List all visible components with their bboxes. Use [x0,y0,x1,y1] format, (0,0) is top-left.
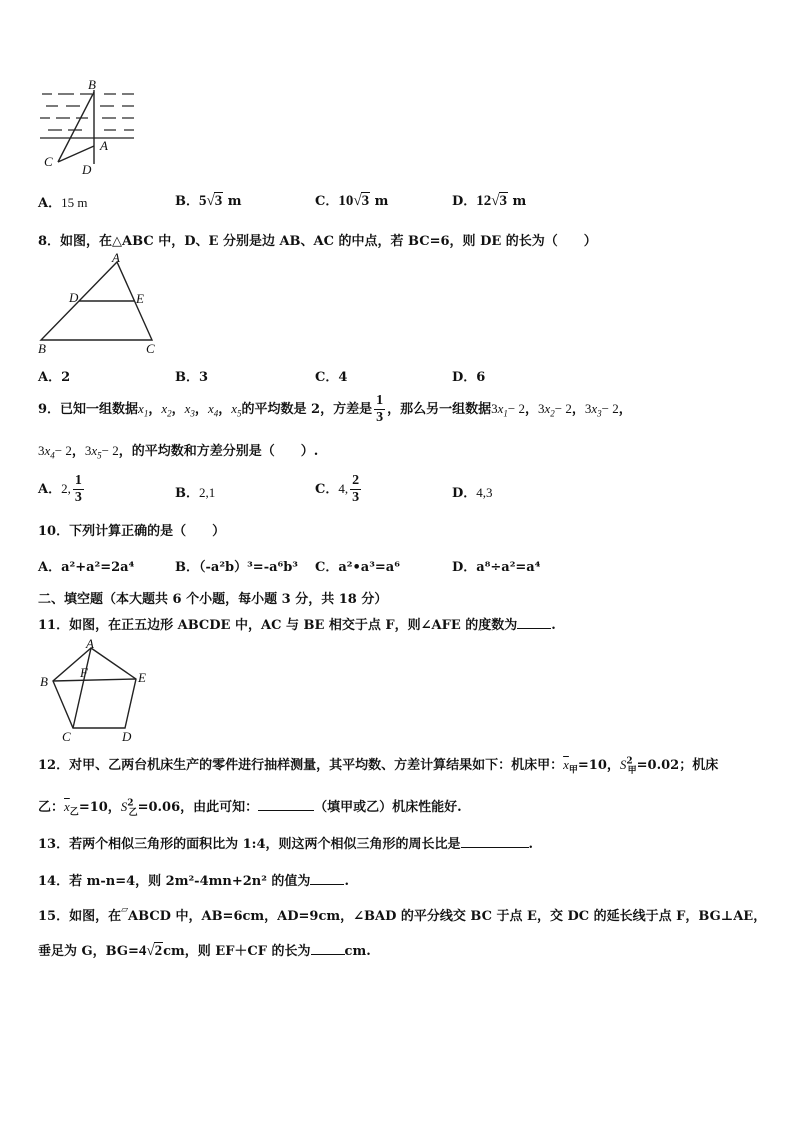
label-b: B [88,77,96,92]
q9-option-a: A．2, $\frac{1}{3}$ [38,473,82,505]
q8-option-b: B．3 [175,370,209,385]
label-c: C [146,341,155,356]
section-title: 二、填空题（本大题共 6 个小题，每小题 3 分，共 18 分） [38,592,388,607]
q8-option-c: C．4 [315,370,348,385]
q9-line2: $3x_4- 2$，$3x_5- 2$，的平均数和方差分别是（ ）. [38,443,319,461]
label-d: D [69,290,79,305]
pentagon-abcde [53,648,136,728]
diagonal-be [53,679,136,681]
water-lines [40,94,134,138]
q11-figure [36,636,154,744]
q10-stem: 10．下列计算正确的是（ ） [38,524,226,539]
q8-figure [36,252,158,356]
label-c: C [44,154,53,169]
label-e: E [138,670,146,685]
q15-line2: 垂足为 G，BG=4√2cm，则 EF＋CF 的长为 cm. [38,943,371,959]
q7-figure [36,78,146,178]
q10-option-a: A．a²+a²=2a⁴ [38,560,135,575]
q9-option-d: D．4,3 [452,485,493,501]
q12-line1: 12．对甲、乙两台机床生产的零件进行抽样测量，其平均数、方差计算结果如下：机床甲：$\overline{x}_甲=10$，$S^2_甲=0.02$；机床 [38,756,719,776]
label-d: D [122,729,132,744]
q7-option-d: D．12√3 m [452,193,527,209]
q12-answer-blank [258,798,314,811]
q11-stem: 11．如图，在正五边形 ABCDE 中，AC 与 BE 相交于点 F，则∠AFE 的度数为 . [38,618,556,633]
q8-stem: 8．如图，在△ABC 中，D、E 分别是边 AB、AC 的中点，若 BC=6，则 DE 的长为（ ） [38,234,597,249]
q15-line1: 15．如图，在▱ABCD 中，AB=6cm，AD=9cm，∠BAD 的平分线交 BC 于点 E，交 DC 的延长线于点 F，BG⊥AE， [38,905,767,924]
q10-option-c: C．a²•a³=a⁶ [315,560,400,575]
q11-answer-blank [517,616,551,629]
rope-line [58,92,94,162]
label-a: A [112,250,120,265]
q12-line2: 乙：$\overline{x}_乙=10$，$S^2_乙=0.06$，由此可知： （填甲或乙）机床性能好. [38,798,462,818]
q10-option-b: B．（-a²b）³=-a⁶b³ [175,560,298,575]
q7-option-a: A．15 m [38,195,88,211]
label-c: C [62,729,71,744]
variance-fraction: $\frac{1}{3}$ [376,393,384,425]
q13-answer-blank [461,835,529,848]
q8-option-d: D．6 [452,370,486,385]
q15-answer-blank [311,942,345,955]
q9-line1: 9．已知一组数据$x_1$，$x_2$，$x_3$，$x_4$，$x_5$的平均数是 2，方差是 $\frac{1}{3}$ ，那么另一组数据$3x_1- 2$，$3x_2- 2$，$3x_3- 2$， [38,393,632,425]
q13-stem: 13．若两个相似三角形的面积比为 1:4，则这两个相似三角形的周长比是 . [38,837,534,852]
label-a: A [86,636,94,651]
q10-option-d: D．a⁸÷a²=a⁴ [452,560,541,575]
q14-answer-blank [310,872,344,885]
q7-option-c: C．10√3 m [315,193,389,209]
q9-option-b: B．2,1 [175,485,216,501]
string-line [58,146,94,162]
q8-option-a: A．2 [38,370,71,385]
diagonal-ac [73,648,91,728]
label-e: E [136,291,144,306]
label-b: B [38,341,46,356]
q7-option-b: B．5√3 m [175,193,242,209]
q14-stem: 14．若 m-n=4，则 2m²-4mn+2n² 的值为 . [38,874,349,889]
parallelogram-icon: ▱ [121,905,129,915]
label-d: D [82,162,92,177]
q9-option-c: C．4, $\frac{2}{3}$ [315,473,360,505]
label-f: F [80,665,88,680]
label-a: A [100,138,108,153]
label-b: B [40,674,48,689]
